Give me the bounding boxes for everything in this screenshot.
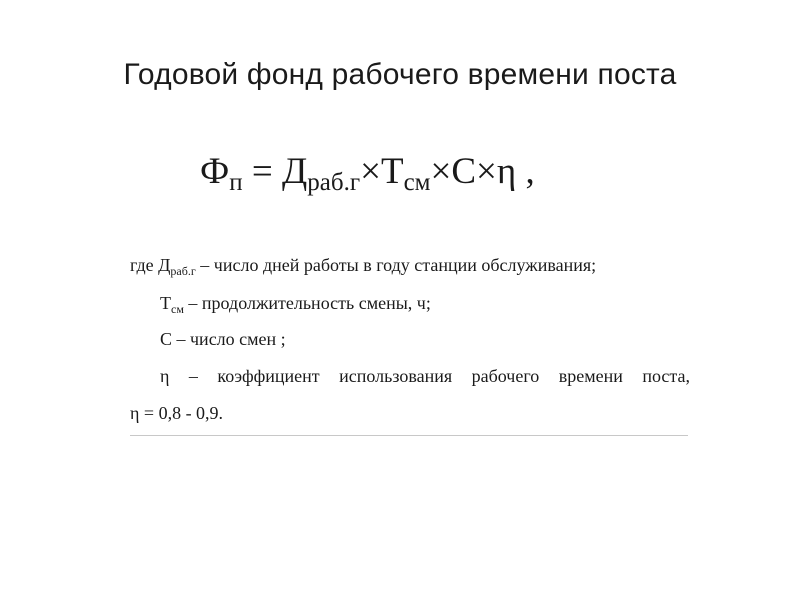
formula-t: Т [380,151,404,192]
definition-utilization-word: – [188,366,198,386]
formula-d-sub: раб.г [307,169,361,196]
definition-days [130,255,596,276]
definition-utilization-word: использования [339,366,453,386]
definition-utilization-word: коэффициент [217,366,320,386]
formula-c: С [451,151,477,192]
definition-utilization-word: времени [558,366,623,386]
formula-phi: Ф [200,151,230,192]
formula-d: Д [282,151,308,192]
definition-shift-sub: см [171,302,184,316]
divider-line [130,435,688,436]
slide-title: Годовой фонд рабочего времени поста [123,58,677,91]
formula-eta: η [496,151,517,192]
definition-days-text: – число дней работы в году станции обслуживания; [195,255,597,275]
formula-trail: , [516,151,535,192]
definition-days-prefix: где Д [130,255,171,275]
definition-utilization [160,366,690,387]
formula-times-1: × [360,151,381,192]
definition-days-sub: раб.г [170,264,196,278]
definition-shift-duration [160,293,431,314]
definition-shift-text: – продолжительность смены, ч; [183,293,431,313]
formula-equals: = [242,151,282,192]
definition-utilization-word: рабочего [471,366,540,386]
definition-shift-count: С – число смен ; [160,329,286,349]
definition-eta-range: η = 0,8 - 0,9. [130,403,224,423]
definition-shift-prefix: Т [160,293,171,313]
definition-utilization-word: η [160,366,170,386]
formula-phi-sub: п [229,169,243,196]
formula [200,150,535,196]
formula-times-3: × [476,151,497,192]
formula-times-2: × [430,151,452,192]
formula-t-sub: см [403,169,431,196]
definition-utilization-word: поста, [642,366,690,386]
